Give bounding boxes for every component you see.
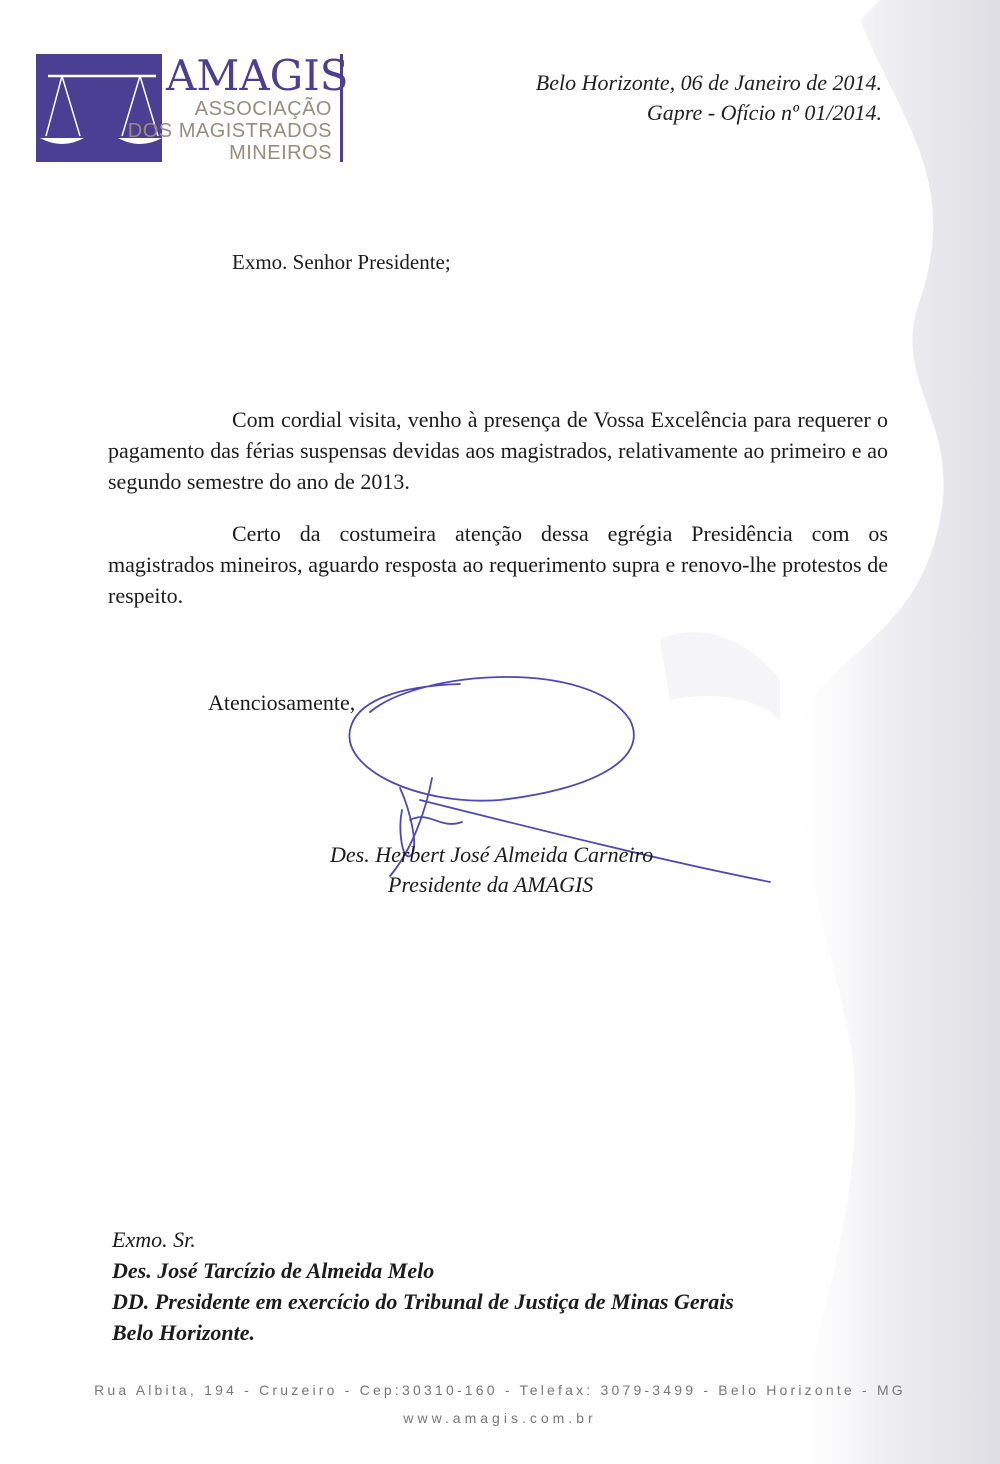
salutation: Exmo. Senhor Presidente; <box>232 250 451 274</box>
addressee-line-3: DD. Presidente em exercício do Tribunal de Justiça de Minas Gerais <box>112 1289 734 1314</box>
footer-website: www.amagis.com.br <box>403 1410 597 1426</box>
footer-address: Rua Albita, 194 - Cruzeiro - Cep:30310-160 - Telefax: 3079-3499 - Belo Horizonte - MG <box>94 1382 906 1398</box>
logo-line-1: ASSOCIAÇÃO <box>194 98 332 120</box>
scales-of-justice-icon <box>40 54 162 162</box>
letter-header <box>536 68 882 128</box>
addressee-line-4: Belo Horizonte. <box>112 1320 256 1345</box>
addressee-line-1: Exmo. Sr. <box>112 1227 196 1252</box>
body-paragraph-2: Certo da costumeira atenção dessa egrégia Presidência com os magistrados mineiros, aguardo resposta ao requerimento supra e renovo-lhe protestos de respeito. <box>108 521 888 608</box>
logo-name: AMAGIS <box>166 51 349 100</box>
addressee-line-2: Des. José Tarcízio de Almeida Melo <box>112 1258 435 1283</box>
closing: Atenciosamente, <box>208 690 356 715</box>
logo-line-3: MINEIROS <box>229 142 332 164</box>
logo-line-2: DOS MAGISTRADOS <box>127 120 332 142</box>
logo-mark <box>36 54 162 162</box>
signatory-title: Presidente da AMAGIS <box>388 872 594 897</box>
date-line: Belo Horizonte, 06 de Janeiro de 2014. <box>535 70 882 95</box>
signatory-name: Des. Herbert José Almeida Carneiro <box>330 842 654 867</box>
addressee-block <box>112 1224 734 1348</box>
body-paragraph-1: Com cordial visita, venho à presença de Vossa Excelência para requerer o pagamento das férias suspensas devidas aos magistrados, relativamente ao primeiro e ao segundo semestre do ano de 2013. <box>108 407 888 494</box>
reference-number: Gapre - Ofício nº 01/2014. <box>646 100 882 125</box>
